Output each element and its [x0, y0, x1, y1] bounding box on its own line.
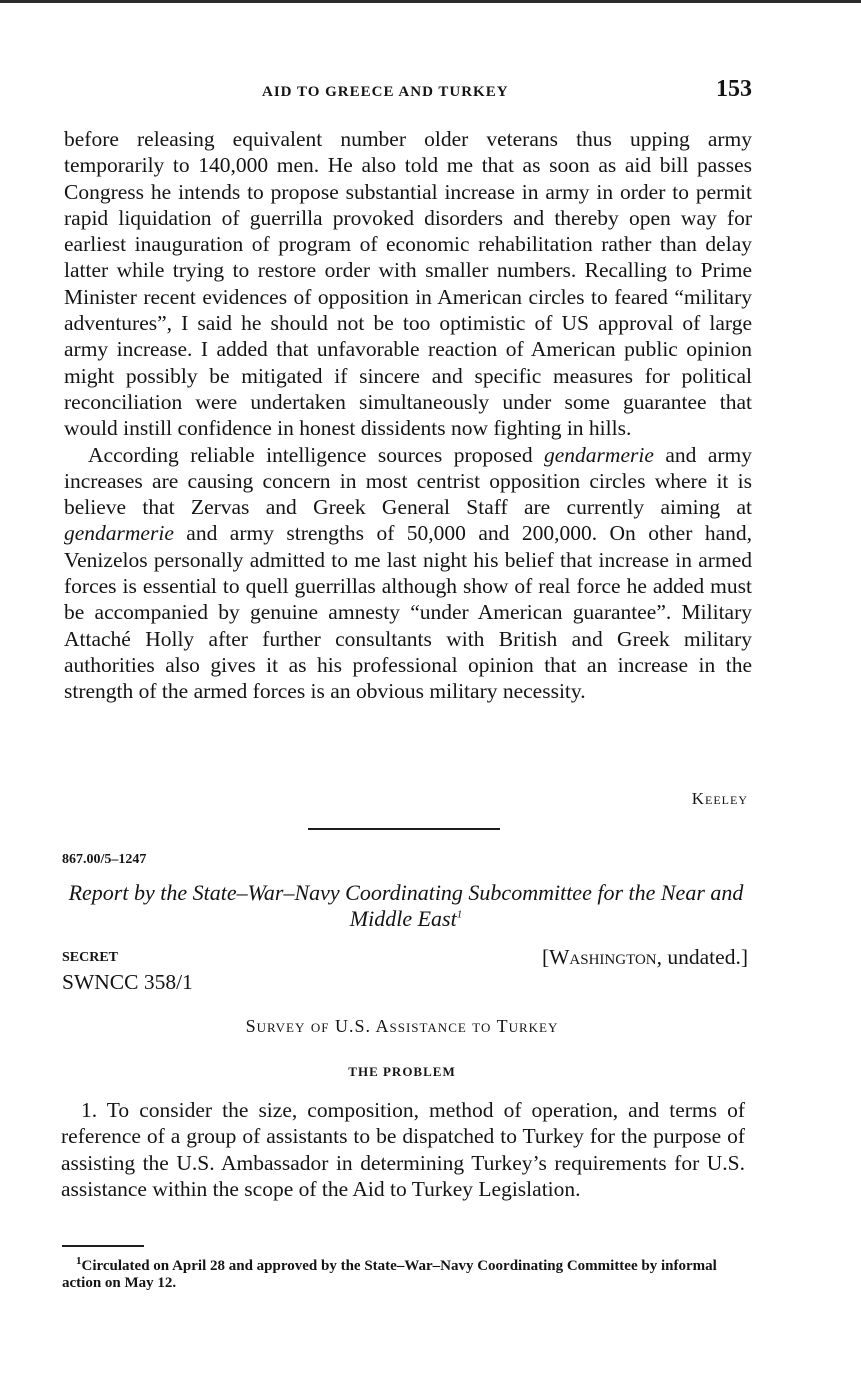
document-title-text: Report by the State–War–Navy Coordinating Subcommittee for the Near and Middle East	[68, 880, 744, 931]
footnote-mark: 1	[76, 1255, 82, 1267]
document-title	[62, 880, 750, 932]
footnote-rule	[62, 1245, 144, 1247]
place: Washington	[549, 945, 657, 969]
section-divider	[308, 828, 500, 830]
page-number: 153	[716, 76, 752, 102]
body-paragraph-1: before releasing equivalent number older veterans thus upping army temporarily to 140,000 men. He also told me that as soon as aid bill passes Congress he intends to propose substantial increase in army in order to permit rapid liquidation of guerrilla provoked disorders and thereby open way for earliest inauguration of program of economic rehabilitation rather than delay latter while trying to restore order with smaller numbers. Recalling to Prime Minister recent evidences of opposition in American circles to feared “military adventures”, I said he should not be too optimistic of US approval of large army increase. I added that unfavorable reaction of American public opinion might possibly be mitigated if sincere and specific measures for political reconciliation were undertaken simultaneously under some guarantee that would instill confidence in honest dissidents now fighting in hills.	[64, 127, 752, 441]
document-code: SWNCC 358/1	[62, 970, 193, 994]
footnote	[62, 1255, 744, 1292]
paragraph-2-part-3: and army strengths of 50,000 and 200,000. On other hand, Venizelos personally admitted to me last night his belief that increase in armed forces is essential to quell guerrillas although show of real force he added must be accompanied by genuine amnesty “under American guarantee”. Military Attaché Holly after further consultants with British and Greek military authorities also gives it as his professional opinion that an increase in the strength of the armed forces is an obvious military necessity.	[64, 521, 752, 704]
date: , undated.	[656, 945, 741, 969]
top-border-rule	[0, 0, 861, 3]
footnote-text: Circulated on April 28 and approved by the State–War–Navy Coordinating Committee by informal action on May 12.	[62, 1258, 717, 1291]
paragraph-2-part-1: According reliable intelligence sources proposed	[88, 442, 545, 467]
signature: Keeley	[691, 789, 748, 808]
italic-term-gendarmerie-2: gendarmerie	[64, 521, 174, 546]
section-title: Survey of U.S. Assistance to Turkey	[245, 1016, 559, 1036]
file-number: 867.00/5–1247	[62, 852, 147, 867]
body-paragraph-2	[64, 442, 752, 705]
page-header	[62, 78, 752, 108]
problem-paragraph-1: 1. To consider the size, composition, method of operation, and terms of reference of a group of assistants to be dispatched to Turkey for the purpose of assisting the U.S. Ambassador in determining Turkey’s requirements for U.S. assistance within the scope of the Aid to Turkey Legislation.	[61, 1098, 745, 1201]
paragraph-2-part-2: and army increases are causing concern in most centrist opposition circles where it is believe that Zervas and Greek General Staff are currently aiming at	[64, 442, 752, 520]
italic-term-gendarmerie: gendarmerie	[544, 442, 654, 467]
classification-label: SECRET	[62, 950, 119, 965]
telegram-body	[64, 126, 752, 705]
running-head: AID TO GREECE AND TURKEY	[262, 84, 509, 100]
place-date: [Washington, undated.]	[541, 945, 748, 969]
footnote-reference-mark: 1	[456, 908, 463, 921]
subsection-title: THE PROBLEM	[348, 1064, 456, 1079]
